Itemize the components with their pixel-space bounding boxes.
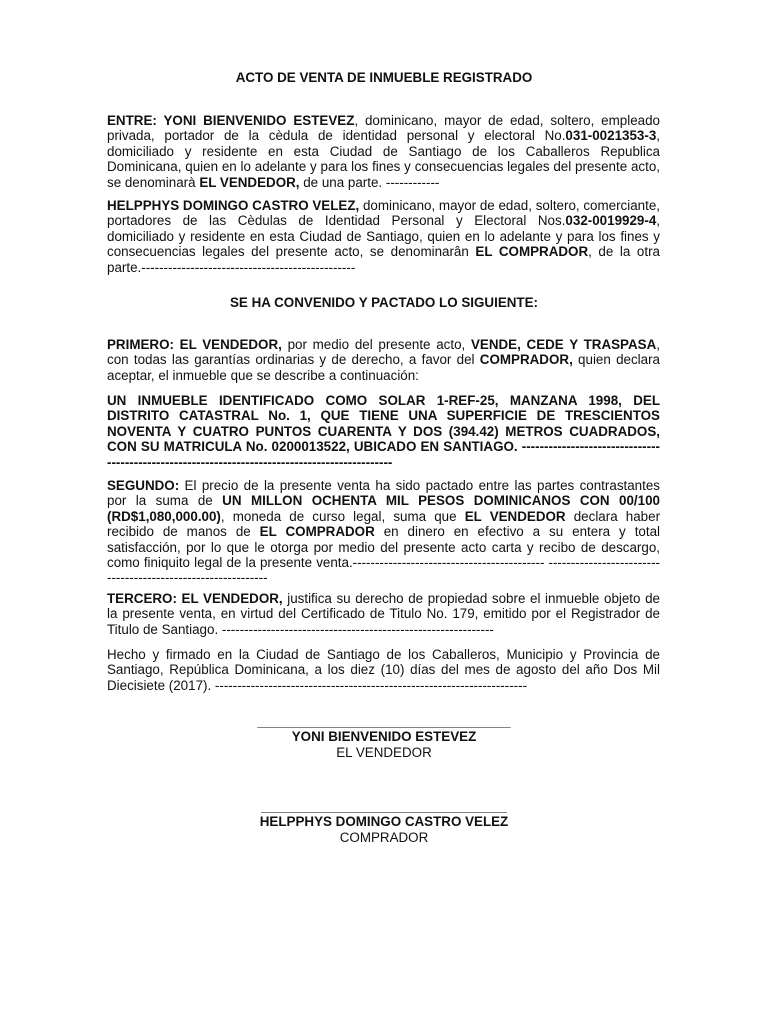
segundo-amount: UN MILLON OCHENTA MIL PESOS DOMINICANOS CON 00/100 (RD$1,080,000.00): [107, 493, 660, 524]
seller-id: 031-0021353-3: [565, 128, 657, 144]
primero-text-1: por medio del presente acto,: [281, 337, 471, 352]
clause-segundo: [107, 478, 660, 586]
buyer-signature-block: [0, 799, 768, 845]
paragraph-buyer: [107, 198, 660, 275]
segundo-text-1: El precio de la presente venta ha sido pactado entre las partes contrastantes por la suma de: [107, 478, 660, 509]
tercero-text: justifica su derecho de propiedad sobre el inmueble objeto de la presente venta, en virtud del Certificado de Titulo No. 179, emitido por el Registrador de Titulo de Santiago. -------------------------------------------------------------: [107, 591, 660, 637]
segundo-buyer: EL COMPRADOR: [259, 524, 375, 540]
buyer-closing: , de la otra parte.------------------------------------------------: [107, 244, 660, 275]
tercero-label: TERCERO: EL VENDEDOR,: [107, 591, 283, 606]
clause-tercero: [107, 591, 660, 637]
segundo-seller: EL VENDEDOR: [464, 508, 566, 524]
primero-text-3: quien declara aceptar, el inmueble que se describe a continuación:: [107, 352, 661, 383]
seller-signature-block: [0, 714, 768, 760]
property-description: UN INMUEBLE IDENTIFICADO COMO SOLAR 1-REF-25, MANZANA 1998, DEL DISTRITO CATASTRAL No. 1, QUE TIENE UNA SUPERFICIE DE TRESCIENTOS NOVENTA Y CUATRO PUNTOS CUARENTA Y DOS (394.42) METROS CUADRADOS, CON SU MATRICULA No. 0200013522, UBICADO EN SANTIAGO. -----------------------------------------------------------------------------------------------: [107, 393, 660, 470]
seller-residence: , domiciliado y residente en esta Ciudad de Santiago de los Caballeros Republica Dominicana, quien en lo adelante y para los fines y consecuencias legales del presente acto, se denominarà: [107, 128, 660, 190]
buyer-id: 032-0019929-4: [565, 213, 657, 229]
seller-closing: de una parte. ------------: [299, 174, 440, 190]
buyer-designation: EL COMPRADOR: [475, 244, 589, 260]
segundo-label: SEGUNDO:: [107, 478, 180, 493]
paragraph-seller: [107, 113, 660, 190]
signing-statement: Hecho y firmado en la Ciudad de Santiago de los Caballeros, Municipio y Provincia de Santiago, República Dominicana, a los diez (10) días del mes de agosto del año Dos Mil Diecisiete (2017). ----------------------------------------------------------------------: [107, 647, 660, 693]
section-subtitle: SE HA CONVENIDO Y PACTADO LO SIGUIENTE:: [229, 295, 538, 310]
segundo-text-3: declara haber recibido de manos de: [107, 508, 661, 540]
seller-details: , dominicano, mayor de edad, soltero, empleado privada, portador de la cèdula de identidad personal y electoral No.: [107, 113, 660, 144]
buyer-intro: HELPPHYS DOMINGO CASTRO VELEZ,: [107, 198, 360, 213]
buyer-residence: , domiciliado y residente en esta Ciudad de Santiago, quien en lo adelante y para los fines y consecuencias legales del presente acto, se denominarân: [107, 213, 660, 260]
primero-buyer: COMPRADOR,: [479, 352, 573, 368]
signature-line: _________________________________: [261, 799, 507, 814]
signer-role: EL VENDEDOR: [336, 744, 432, 760]
signer-role: COMPRADOR: [339, 829, 429, 845]
primero-action: VENDE, CEDE Y TRASPASA: [470, 337, 657, 352]
clause-primero: [107, 337, 660, 383]
buyer-details: dominicano, mayor de edad, soltero, comerciante, portadores de las Cèdulas de Identidad Personal y Electoral Nos.: [107, 198, 661, 229]
document-title: ACTO DE VENTA DE INMUEBLE REGISTRADO: [235, 70, 533, 85]
segundo-text-4: en dinero en efectivo a su entera y total satisfacción, por lo que le otorga por medio del presente acto carta y recibo de descargo, como finiquito legal de la presente venta.------------------------------------------- -------------------------------------------------------------: [107, 524, 661, 586]
primero-text-2: , con todas las garantías ordinarias y de derecho, a favor del: [107, 337, 661, 368]
primero-label: PRIMERO: EL VENDEDOR,: [107, 337, 282, 352]
signature-line: __________________________________: [257, 714, 511, 729]
signer-name: HELPPHYS DOMINGO CASTRO VELEZ: [259, 814, 509, 830]
seller-intro: ENTRE: YONI BIENVENIDO ESTEVEZ: [107, 113, 355, 128]
seller-designation: EL VENDEDOR,: [199, 174, 300, 190]
signer-name: YONI BIENVENIDO ESTEVEZ: [291, 729, 477, 745]
segundo-text-2: , moneda de curso legal, suma que: [220, 508, 465, 524]
